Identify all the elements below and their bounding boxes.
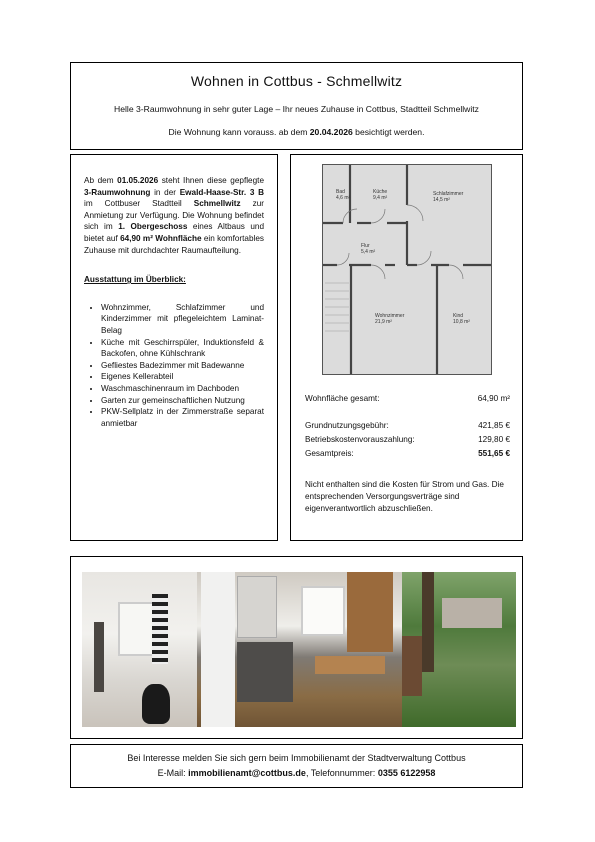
room-label: Wohnzimmer — [375, 313, 405, 319]
living-area: 64,90 m² Wohnfläche — [120, 233, 202, 243]
intro-text: Ab dem — [84, 176, 118, 185]
cost-label: Wohnfläche gesamt: — [305, 394, 380, 403]
cost-value: 421,85 € — [478, 421, 510, 430]
garden-photo — [402, 572, 516, 727]
operating-costs-row — [305, 435, 510, 444]
living-area-row — [305, 394, 510, 403]
list-item: • Garten zur gemeinschaftlichen Nutzung — [101, 395, 264, 407]
bathroom-photo — [82, 572, 197, 727]
total-label: Gesamtpreis: — [305, 449, 354, 458]
shelf-shape — [347, 572, 393, 652]
room-schlafzimmer — [433, 191, 463, 203]
room-area: 4,6 m² — [336, 195, 351, 201]
cost-label: Grundnutzungsgebühr: — [305, 421, 389, 430]
kitchen-photo — [197, 572, 402, 727]
table-shape — [315, 656, 385, 674]
room-area: 21,9 m² — [375, 319, 392, 325]
bench-shape — [402, 636, 422, 696]
room-kind — [453, 313, 470, 325]
base-fee-row — [305, 421, 510, 430]
floor: 1. Obergeschoss — [118, 222, 188, 232]
intro-paragraph — [84, 175, 264, 256]
cost-label: Betriebskostenvorauszahlung: — [305, 435, 415, 444]
page-subtitle: Helle 3-Raumwohnung in sehr guter Lage – Ihr neues Zuhause in Cottbus, Stadtteil Schmellwitz — [114, 104, 479, 114]
room-bad — [336, 189, 350, 201]
list-item: • PKW-Sellplatz in der Zimmerstraße separat anmietbar — [101, 406, 264, 429]
list-item: • Küche mit Geschirrspüler, Induktionsfeld & Backofen, ohne Kühlschrank — [101, 337, 264, 360]
window-shape — [118, 602, 156, 656]
intro-text: eines Altbaus und bietet auf — [84, 222, 265, 243]
room-area: 10,8 m² — [453, 319, 470, 325]
floor-plan — [322, 164, 492, 375]
details-box — [290, 154, 523, 541]
viewing-date: 20.04.2026 — [309, 127, 353, 137]
available-date: 01.05.2026 — [117, 176, 159, 185]
phone-number[interactable]: 0355 6122958 — [377, 768, 436, 778]
intro-text: im Cottbuser Stadtteil — [84, 199, 194, 209]
fridge-shape — [201, 572, 235, 727]
room-label: Flur — [361, 243, 370, 249]
room-label: Schlafzimmer — [433, 191, 464, 197]
room-label: Bad — [336, 189, 345, 195]
total-value: 551,65 € — [478, 449, 510, 458]
email-label: E-Mail: — [157, 768, 189, 778]
description-box — [70, 154, 278, 541]
contact-box — [70, 744, 523, 788]
photo-strip — [70, 556, 523, 739]
total-price-row — [305, 449, 510, 458]
cabinet-shape — [237, 576, 277, 638]
counter-shape — [237, 642, 293, 702]
building-shape — [442, 598, 502, 628]
features-heading: Ausstattung im Überblick: — [84, 275, 186, 285]
room-wohnzimmer — [375, 313, 404, 325]
tree-trunk-shape — [422, 572, 434, 672]
curtain-shape — [152, 594, 168, 664]
apartment-type: 3-Raumwohnung — [84, 187, 151, 197]
cost-value: 129,80 € — [478, 435, 510, 444]
contact-line: Bei Interesse melden Sie sich gern beim Immobilienamt der Stadtverwaltung Cottbus — [127, 753, 466, 763]
room-area: 14,5 m² — [433, 197, 450, 203]
cost-note: Nicht enthalten sind die Kosten für Strom und Gas. Die entsprechenden Versorgungsverträge sind eigenverantwortlich abzuschließen. — [305, 480, 504, 513]
room-area: 9,4 m² — [373, 195, 388, 201]
cost-value: 64,90 m² — [477, 394, 510, 403]
room-kueche — [373, 189, 387, 201]
room-area: 5,4 m² — [361, 249, 376, 255]
contact-details — [71, 766, 522, 781]
viewing-suffix: besichtigt werden. — [352, 127, 425, 137]
features-list — [84, 302, 264, 430]
intro-text: in der — [150, 187, 180, 197]
address: Ewald-Haase-Str. 3 B — [179, 187, 264, 197]
room-label: Kind — [453, 313, 464, 319]
viewing-info — [71, 127, 522, 137]
list-item: • Waschmaschinenraum im Dachboden — [101, 383, 264, 395]
page-title: Wohnen in Cottbus - Schmellwitz — [190, 73, 403, 89]
window-shape — [301, 586, 345, 636]
toilet-shape — [142, 684, 170, 724]
towel-shape — [94, 622, 104, 692]
district: Schmellwitz — [193, 199, 241, 209]
list-item: • Eigenes Kellerabteil — [101, 371, 264, 383]
intro-text: zur Anmietung zur Verfügung. Die Wohnung befindet sich im — [84, 199, 265, 232]
list-item: • Gefliestes Badezimmer mit Badewanne — [101, 360, 264, 372]
room-flur — [361, 243, 375, 255]
intro-text: ein komfortables Zuhause mit durchdachter Raumaufteilung. — [84, 233, 264, 255]
intro-text: steht Ihnen diese gepflegte — [158, 176, 264, 185]
list-item: • Wohnzimmer, Schlafzimmer und Kinderzimmer mit pflegeleichtem Laminat-Belag — [101, 302, 264, 337]
phone-label: , Telefonnummer: — [305, 768, 378, 778]
room-label: Küche — [373, 189, 388, 195]
header-box — [70, 62, 523, 150]
email-link[interactable]: immobilienamt@cottbus.de — [188, 768, 306, 778]
viewing-prefix: Die Wohnung kann vorauss. ab dem — [168, 127, 310, 137]
